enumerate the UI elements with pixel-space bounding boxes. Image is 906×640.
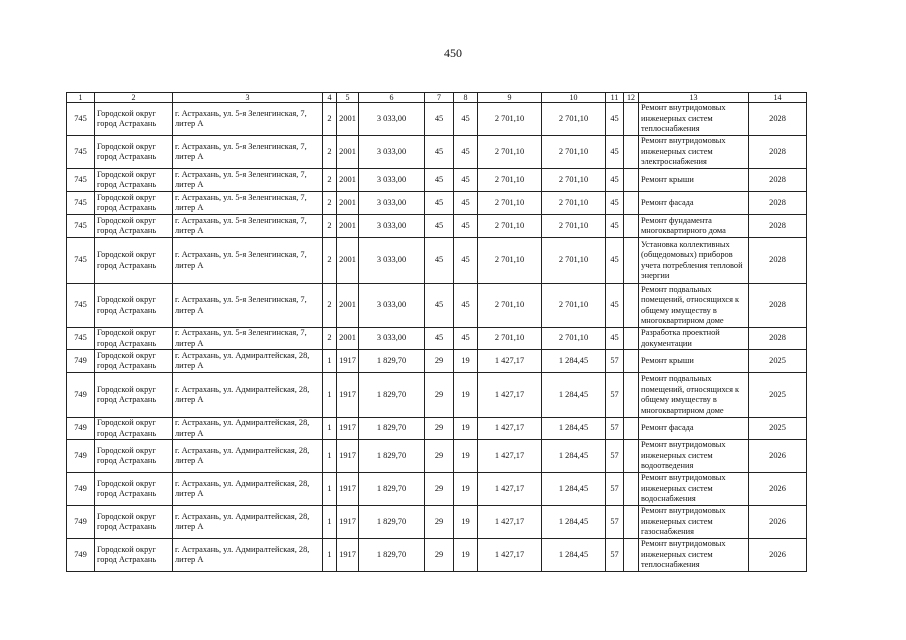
municipality-cell: Городской округ город Астрахань bbox=[95, 284, 173, 328]
col-7-value-cell: 45 bbox=[425, 169, 454, 192]
col-7-value-cell: 29 bbox=[425, 350, 454, 373]
col-11-value-cell: 57 bbox=[606, 506, 624, 539]
area-nonliving-cell: 1 284,45 bbox=[542, 373, 606, 418]
col-11-value-cell: 45 bbox=[606, 103, 624, 136]
municipality-cell: Городской округ город Астрахань bbox=[95, 539, 173, 572]
col-12-value-cell bbox=[624, 473, 639, 506]
col-4-value-cell: 1 bbox=[323, 373, 337, 418]
col-7-value-cell: 29 bbox=[425, 473, 454, 506]
work-type-cell: Ремонт внутридомовых инженерных систем электроснабжения bbox=[639, 136, 749, 169]
col-4-value-cell: 2 bbox=[323, 136, 337, 169]
column-header: 1 bbox=[67, 93, 95, 103]
work-type-cell: Ремонт фундамента многоквартирного дома bbox=[639, 215, 749, 238]
col-11-value-cell: 57 bbox=[606, 350, 624, 373]
row-number-cell: 745 bbox=[67, 215, 95, 238]
column-header: 2 bbox=[95, 93, 173, 103]
address-cell: г. Астрахань, ул. 5-я Зеленгинская, 7, литер А bbox=[173, 103, 323, 136]
col-8-value-cell: 45 bbox=[454, 238, 478, 284]
table-row bbox=[67, 373, 807, 418]
col-8-value-cell: 19 bbox=[454, 539, 478, 572]
table-row bbox=[67, 539, 807, 572]
municipality-cell: Городской округ город Астрахань bbox=[95, 373, 173, 418]
table-row bbox=[67, 418, 807, 440]
table-row bbox=[67, 215, 807, 238]
work-type-cell: Ремонт подвальных помещений, относящихся к общему имуществу в многоквартирном доме bbox=[639, 284, 749, 328]
col-12-value-cell bbox=[624, 539, 639, 572]
page-number: 450 bbox=[444, 46, 462, 60]
table-row bbox=[67, 350, 807, 373]
table-row bbox=[67, 192, 807, 215]
column-header: 10 bbox=[542, 93, 606, 103]
plan-year-cell: 2028 bbox=[749, 238, 807, 284]
plan-year-cell: 2026 bbox=[749, 440, 807, 473]
area-living-cell: 1 427,17 bbox=[478, 473, 542, 506]
area-total-cell: 1 829,70 bbox=[359, 440, 425, 473]
address-cell: г. Астрахань, ул. 5-я Зеленгинская, 7, литер А bbox=[173, 284, 323, 328]
year-value-cell: 1917 bbox=[337, 373, 359, 418]
area-living-cell: 2 701,10 bbox=[478, 136, 542, 169]
col-8-value-cell: 19 bbox=[454, 418, 478, 440]
row-number-cell: 745 bbox=[67, 284, 95, 328]
row-number-cell: 749 bbox=[67, 350, 95, 373]
area-nonliving-cell: 2 701,10 bbox=[542, 103, 606, 136]
col-7-value-cell: 29 bbox=[425, 440, 454, 473]
col-4-value-cell: 1 bbox=[323, 506, 337, 539]
col-12-value-cell bbox=[624, 418, 639, 440]
column-number-row bbox=[67, 93, 807, 103]
col-11-value-cell: 57 bbox=[606, 440, 624, 473]
plan-year-cell: 2028 bbox=[749, 192, 807, 215]
col-7-value-cell: 45 bbox=[425, 136, 454, 169]
table-row bbox=[67, 506, 807, 539]
area-living-cell: 1 427,17 bbox=[478, 506, 542, 539]
area-nonliving-cell: 2 701,10 bbox=[542, 169, 606, 192]
plan-year-cell: 2025 bbox=[749, 373, 807, 418]
municipality-cell: Городской округ город Астрахань bbox=[95, 506, 173, 539]
col-11-value-cell: 45 bbox=[606, 284, 624, 328]
col-12-value-cell bbox=[624, 373, 639, 418]
row-number-cell: 745 bbox=[67, 192, 95, 215]
col-4-value-cell: 1 bbox=[323, 418, 337, 440]
year-value-cell: 2001 bbox=[337, 328, 359, 350]
col-8-value-cell: 19 bbox=[454, 506, 478, 539]
column-header: 8 bbox=[454, 93, 478, 103]
plan-year-cell: 2028 bbox=[749, 215, 807, 238]
column-header: 13 bbox=[639, 93, 749, 103]
year-value-cell: 1917 bbox=[337, 418, 359, 440]
column-header: 3 bbox=[173, 93, 323, 103]
col-7-value-cell: 45 bbox=[425, 284, 454, 328]
address-cell: г. Астрахань, ул. Адмиралтейская, 28, литер А bbox=[173, 473, 323, 506]
col-7-value-cell: 45 bbox=[425, 238, 454, 284]
plan-year-cell: 2028 bbox=[749, 169, 807, 192]
row-number-cell: 745 bbox=[67, 328, 95, 350]
area-total-cell: 3 033,00 bbox=[359, 238, 425, 284]
area-total-cell: 3 033,00 bbox=[359, 103, 425, 136]
year-value-cell: 1917 bbox=[337, 506, 359, 539]
area-living-cell: 1 427,17 bbox=[478, 418, 542, 440]
column-header: 14 bbox=[749, 93, 807, 103]
area-living-cell: 2 701,10 bbox=[478, 328, 542, 350]
row-number-cell: 749 bbox=[67, 539, 95, 572]
area-nonliving-cell: 1 284,45 bbox=[542, 539, 606, 572]
col-4-value-cell: 2 bbox=[323, 284, 337, 328]
work-type-cell: Ремонт внутридомовых инженерных систем теплоснабжения bbox=[639, 539, 749, 572]
col-8-value-cell: 19 bbox=[454, 440, 478, 473]
plan-year-cell: 2028 bbox=[749, 103, 807, 136]
area-living-cell: 2 701,10 bbox=[478, 215, 542, 238]
work-type-cell: Ремонт внутридомовых инженерных систем теплоснабжения bbox=[639, 103, 749, 136]
row-number-cell: 749 bbox=[67, 373, 95, 418]
row-number-cell: 745 bbox=[67, 238, 95, 284]
column-header: 9 bbox=[478, 93, 542, 103]
address-cell: г. Астрахань, ул. Адмиралтейская, 28, литер А bbox=[173, 440, 323, 473]
column-header: 6 bbox=[359, 93, 425, 103]
col-4-value-cell: 2 bbox=[323, 103, 337, 136]
area-nonliving-cell: 2 701,10 bbox=[542, 284, 606, 328]
area-total-cell: 3 033,00 bbox=[359, 284, 425, 328]
work-type-cell: Ремонт крыши bbox=[639, 350, 749, 373]
col-12-value-cell bbox=[624, 350, 639, 373]
column-header: 11 bbox=[606, 93, 624, 103]
area-total-cell: 1 829,70 bbox=[359, 418, 425, 440]
year-value-cell: 1917 bbox=[337, 473, 359, 506]
row-number-cell: 749 bbox=[67, 440, 95, 473]
col-12-value-cell bbox=[624, 192, 639, 215]
area-living-cell: 2 701,10 bbox=[478, 169, 542, 192]
col-4-value-cell: 2 bbox=[323, 169, 337, 192]
work-type-cell: Ремонт подвальных помещений, относящихся к общему имуществу в многоквартирном доме bbox=[639, 373, 749, 418]
plan-year-cell: 2026 bbox=[749, 506, 807, 539]
col-8-value-cell: 45 bbox=[454, 103, 478, 136]
col-7-value-cell: 29 bbox=[425, 506, 454, 539]
row-number-cell: 745 bbox=[67, 169, 95, 192]
col-11-value-cell: 57 bbox=[606, 418, 624, 440]
area-total-cell: 3 033,00 bbox=[359, 169, 425, 192]
area-total-cell: 1 829,70 bbox=[359, 539, 425, 572]
column-header: 4 bbox=[323, 93, 337, 103]
col-4-value-cell: 2 bbox=[323, 328, 337, 350]
area-nonliving-cell: 2 701,10 bbox=[542, 136, 606, 169]
area-living-cell: 2 701,10 bbox=[478, 238, 542, 284]
col-11-value-cell: 57 bbox=[606, 473, 624, 506]
area-living-cell: 2 701,10 bbox=[478, 192, 542, 215]
area-nonliving-cell: 1 284,45 bbox=[542, 418, 606, 440]
col-8-value-cell: 45 bbox=[454, 136, 478, 169]
plan-year-cell: 2028 bbox=[749, 328, 807, 350]
col-11-value-cell: 45 bbox=[606, 215, 624, 238]
municipality-cell: Городской округ город Астрахань bbox=[95, 192, 173, 215]
area-total-cell: 1 829,70 bbox=[359, 373, 425, 418]
address-cell: г. Астрахань, ул. 5-я Зеленгинская, 7, литер А bbox=[173, 192, 323, 215]
address-cell: г. Астрахань, ул. 5-я Зеленгинская, 7, литер А bbox=[173, 215, 323, 238]
area-living-cell: 1 427,17 bbox=[478, 440, 542, 473]
column-header: 7 bbox=[425, 93, 454, 103]
table-row bbox=[67, 284, 807, 328]
plan-year-cell: 2025 bbox=[749, 350, 807, 373]
year-value-cell: 2001 bbox=[337, 169, 359, 192]
year-value-cell: 1917 bbox=[337, 539, 359, 572]
col-7-value-cell: 29 bbox=[425, 418, 454, 440]
col-7-value-cell: 29 bbox=[425, 373, 454, 418]
col-4-value-cell: 1 bbox=[323, 440, 337, 473]
col-11-value-cell: 45 bbox=[606, 136, 624, 169]
address-cell: г. Астрахань, ул. 5-я Зеленгинская, 7, литер А bbox=[173, 169, 323, 192]
col-11-value-cell: 45 bbox=[606, 238, 624, 284]
col-12-value-cell bbox=[624, 136, 639, 169]
plan-year-cell: 2026 bbox=[749, 539, 807, 572]
year-value-cell: 1917 bbox=[337, 440, 359, 473]
row-number-cell: 749 bbox=[67, 473, 95, 506]
col-12-value-cell bbox=[624, 440, 639, 473]
address-cell: г. Астрахань, ул. Адмиралтейская, 28, литер А bbox=[173, 539, 323, 572]
municipality-cell: Городской округ город Астрахань bbox=[95, 440, 173, 473]
table-row bbox=[67, 440, 807, 473]
table-row bbox=[67, 136, 807, 169]
table-row bbox=[67, 238, 807, 284]
column-header: 5 bbox=[337, 93, 359, 103]
work-type-cell: Ремонт внутридомовых инженерных систем водоснабжения bbox=[639, 473, 749, 506]
address-cell: г. Астрахань, ул. 5-я Зеленгинская, 7, литер А bbox=[173, 238, 323, 284]
year-value-cell: 2001 bbox=[337, 284, 359, 328]
address-cell: г. Астрахань, ул. Адмиралтейская, 28, литер А bbox=[173, 373, 323, 418]
col-4-value-cell: 2 bbox=[323, 238, 337, 284]
col-4-value-cell: 2 bbox=[323, 192, 337, 215]
col-12-value-cell bbox=[624, 103, 639, 136]
plan-year-cell: 2025 bbox=[749, 418, 807, 440]
municipality-cell: Городской округ город Астрахань bbox=[95, 473, 173, 506]
area-living-cell: 2 701,10 bbox=[478, 103, 542, 136]
work-type-cell: Ремонт внутридомовых инженерных систем газоснабжения bbox=[639, 506, 749, 539]
municipality-cell: Городской округ город Астрахань bbox=[95, 169, 173, 192]
col-4-value-cell: 2 bbox=[323, 215, 337, 238]
work-type-cell: Ремонт внутридомовых инженерных систем водоотведения bbox=[639, 440, 749, 473]
plan-year-cell: 2028 bbox=[749, 136, 807, 169]
col-12-value-cell bbox=[624, 215, 639, 238]
address-cell: г. Астрахань, ул. Адмиралтейская, 28, литер А bbox=[173, 418, 323, 440]
work-type-cell: Ремонт фасада bbox=[639, 418, 749, 440]
col-8-value-cell: 19 bbox=[454, 350, 478, 373]
work-type-cell: Разработка проектной документации bbox=[639, 328, 749, 350]
year-value-cell: 2001 bbox=[337, 103, 359, 136]
municipality-cell: Городской округ город Астрахань bbox=[95, 215, 173, 238]
col-12-value-cell bbox=[624, 284, 639, 328]
area-nonliving-cell: 1 284,45 bbox=[542, 440, 606, 473]
row-number-cell: 749 bbox=[67, 506, 95, 539]
col-8-value-cell: 45 bbox=[454, 215, 478, 238]
plan-year-cell: 2026 bbox=[749, 473, 807, 506]
address-cell: г. Астрахань, ул. 5-я Зеленгинская, 7, литер А bbox=[173, 136, 323, 169]
area-nonliving-cell: 1 284,45 bbox=[542, 473, 606, 506]
col-11-value-cell: 45 bbox=[606, 328, 624, 350]
table-row bbox=[67, 103, 807, 136]
table-row bbox=[67, 169, 807, 192]
municipality-cell: Городской округ город Астрахань bbox=[95, 238, 173, 284]
table-row bbox=[67, 328, 807, 350]
municipality-cell: Городской округ город Астрахань bbox=[95, 103, 173, 136]
col-11-value-cell: 57 bbox=[606, 373, 624, 418]
year-value-cell: 1917 bbox=[337, 350, 359, 373]
column-header: 12 bbox=[624, 93, 639, 103]
col-8-value-cell: 45 bbox=[454, 192, 478, 215]
table-row bbox=[67, 473, 807, 506]
area-nonliving-cell: 1 284,45 bbox=[542, 350, 606, 373]
area-living-cell: 2 701,10 bbox=[478, 284, 542, 328]
area-nonliving-cell: 2 701,10 bbox=[542, 192, 606, 215]
year-value-cell: 2001 bbox=[337, 215, 359, 238]
municipality-cell: Городской округ город Астрахань bbox=[95, 328, 173, 350]
col-4-value-cell: 1 bbox=[323, 350, 337, 373]
area-nonliving-cell: 1 284,45 bbox=[542, 506, 606, 539]
municipality-cell: Городской округ город Астрахань bbox=[95, 136, 173, 169]
area-nonliving-cell: 2 701,10 bbox=[542, 238, 606, 284]
area-total-cell: 1 829,70 bbox=[359, 506, 425, 539]
col-8-value-cell: 19 bbox=[454, 473, 478, 506]
col-7-value-cell: 45 bbox=[425, 328, 454, 350]
work-type-cell: Ремонт фасада bbox=[639, 192, 749, 215]
col-8-value-cell: 19 bbox=[454, 373, 478, 418]
area-total-cell: 3 033,00 bbox=[359, 328, 425, 350]
row-number-cell: 749 bbox=[67, 418, 95, 440]
work-type-cell: Установка коллективных (общедомовых) приборов учета потребления тепловой энергии bbox=[639, 238, 749, 284]
area-total-cell: 1 829,70 bbox=[359, 350, 425, 373]
repair-schedule-table bbox=[66, 92, 807, 572]
work-type-cell: Ремонт крыши bbox=[639, 169, 749, 192]
area-total-cell: 3 033,00 bbox=[359, 215, 425, 238]
area-total-cell: 3 033,00 bbox=[359, 192, 425, 215]
col-4-value-cell: 1 bbox=[323, 539, 337, 572]
row-number-cell: 745 bbox=[67, 136, 95, 169]
col-11-value-cell: 45 bbox=[606, 192, 624, 215]
col-8-value-cell: 45 bbox=[454, 169, 478, 192]
area-nonliving-cell: 2 701,10 bbox=[542, 215, 606, 238]
municipality-cell: Городской округ город Астрахань bbox=[95, 418, 173, 440]
plan-year-cell: 2028 bbox=[749, 284, 807, 328]
address-cell: г. Астрахань, ул. 5-я Зеленгинская, 7, литер А bbox=[173, 328, 323, 350]
area-total-cell: 3 033,00 bbox=[359, 136, 425, 169]
col-11-value-cell: 57 bbox=[606, 539, 624, 572]
col-12-value-cell bbox=[624, 169, 639, 192]
col-8-value-cell: 45 bbox=[454, 284, 478, 328]
col-8-value-cell: 45 bbox=[454, 328, 478, 350]
area-living-cell: 1 427,17 bbox=[478, 539, 542, 572]
col-11-value-cell: 45 bbox=[606, 169, 624, 192]
col-7-value-cell: 45 bbox=[425, 103, 454, 136]
row-number-cell: 745 bbox=[67, 103, 95, 136]
col-12-value-cell bbox=[624, 328, 639, 350]
area-total-cell: 1 829,70 bbox=[359, 473, 425, 506]
address-cell: г. Астрахань, ул. Адмиралтейская, 28, литер А bbox=[173, 506, 323, 539]
municipality-cell: Городской округ город Астрахань bbox=[95, 350, 173, 373]
area-nonliving-cell: 2 701,10 bbox=[542, 328, 606, 350]
year-value-cell: 2001 bbox=[337, 192, 359, 215]
area-living-cell: 1 427,17 bbox=[478, 373, 542, 418]
area-living-cell: 1 427,17 bbox=[478, 350, 542, 373]
year-value-cell: 2001 bbox=[337, 136, 359, 169]
col-7-value-cell: 45 bbox=[425, 192, 454, 215]
col-12-value-cell bbox=[624, 238, 639, 284]
year-value-cell: 2001 bbox=[337, 238, 359, 284]
col-7-value-cell: 29 bbox=[425, 539, 454, 572]
col-7-value-cell: 45 bbox=[425, 215, 454, 238]
col-4-value-cell: 1 bbox=[323, 473, 337, 506]
col-12-value-cell bbox=[624, 506, 639, 539]
address-cell: г. Астрахань, ул. Адмиралтейская, 28, литер А bbox=[173, 350, 323, 373]
